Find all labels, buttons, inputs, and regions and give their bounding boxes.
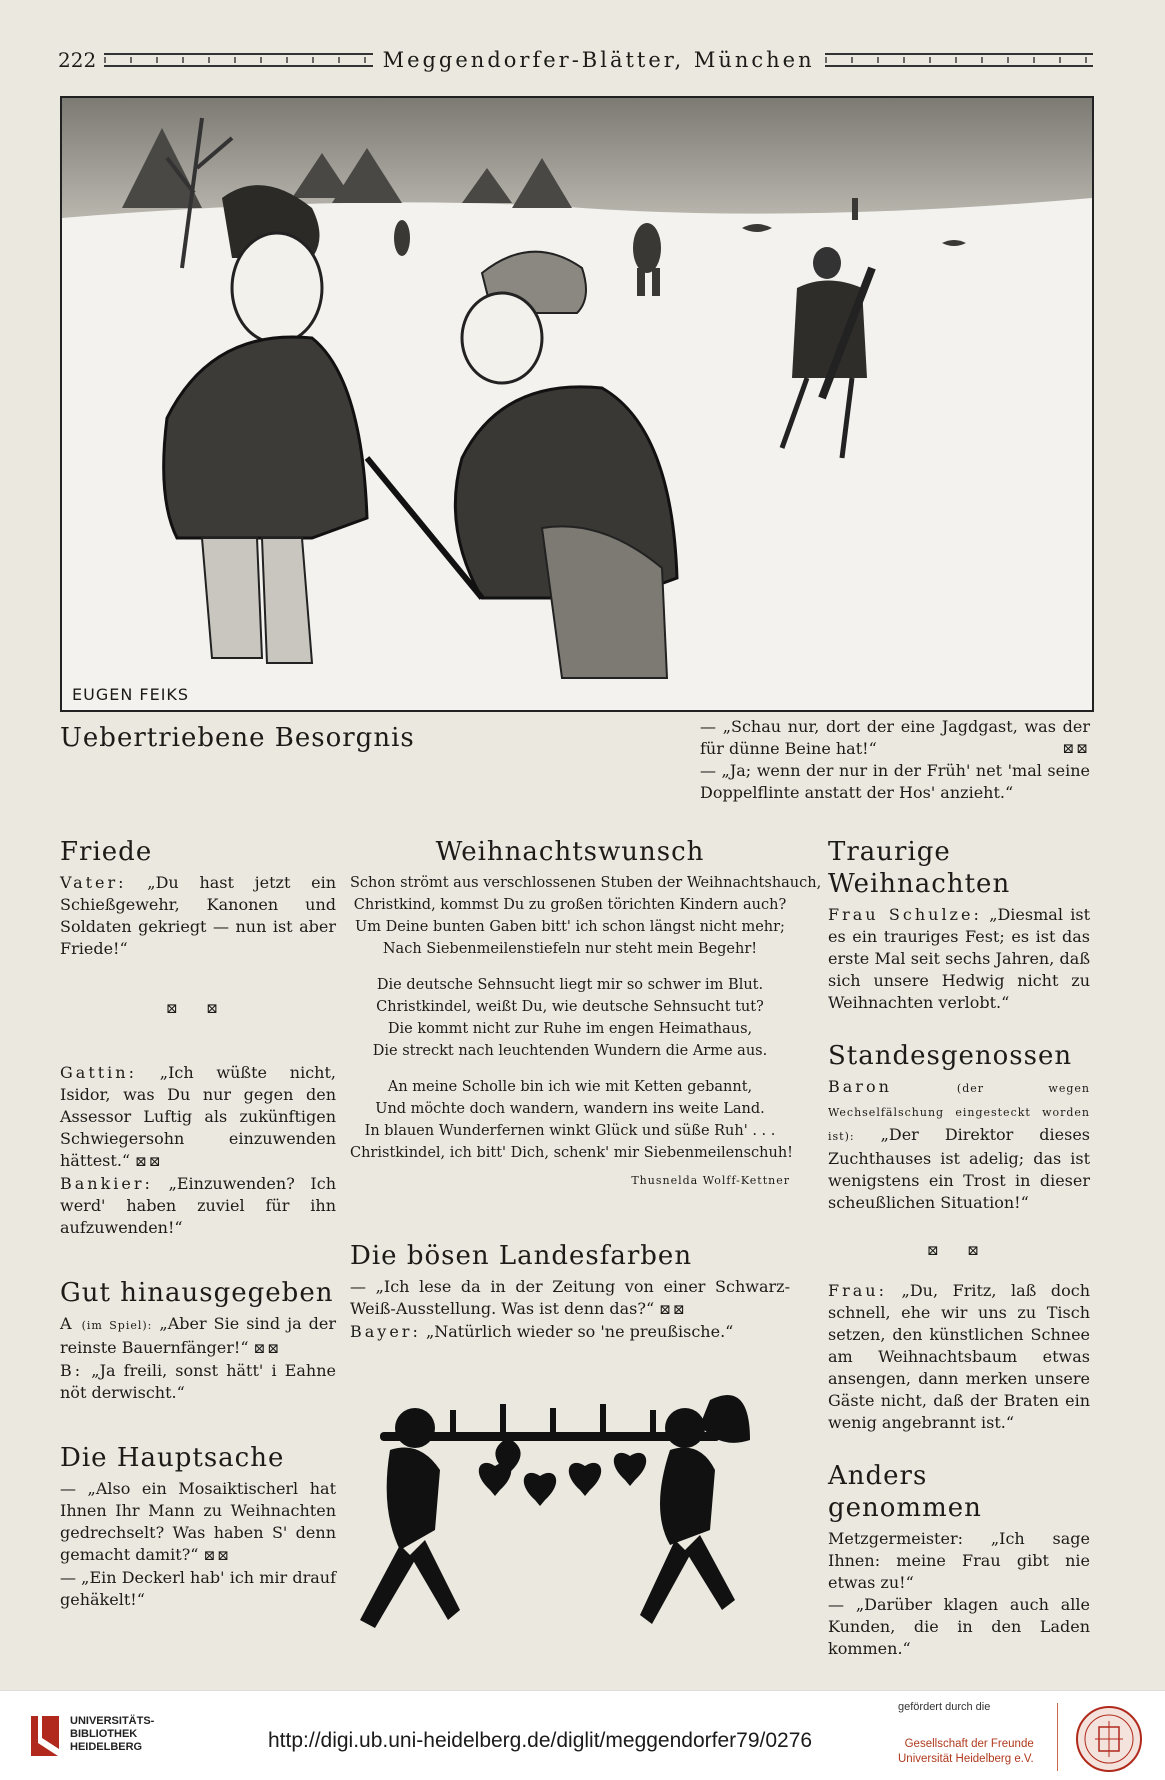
header-ornament-left	[104, 53, 372, 67]
gut-b: B: „Ja freili, sonst hätt' i Eahne nöt derwischt.“	[60, 1361, 336, 1402]
library-logo-icon	[28, 1713, 62, 1759]
column-middle	[350, 836, 822, 1192]
traurige-frau-schulze: Frau Schulze: „Diesmal ist es ein trauriges Fest; es ist das erste Mal seit sechs Jahren, daß sich unsere Hedwig nicht zu Weihnachten verlobt.“	[828, 905, 1091, 1012]
masthead: Meggendorfer-Blätter, München	[382, 48, 815, 72]
hanging-hearts	[479, 1438, 646, 1506]
heading-landesfarben: Die bösen Landesfarben	[350, 1241, 693, 1271]
gut-a: A (im Spiel): „Aber Sie sind ja der reinste Bauernfänger!“ ⊠⊠	[60, 1314, 336, 1357]
anders-line-2: — „Darüber klagen auch alle Kunden, die in den Laden kommen.“	[828, 1595, 1090, 1658]
heading-anders-genommen: Anders genommen	[828, 1461, 982, 1523]
library-name: UNIVERSITÄTS- BIBLIOTHEK HEIDELBERG	[70, 1715, 155, 1753]
illustration-drawing	[62, 98, 1092, 710]
hauptsache-line-2: — „Ein Deckerl hab' ich mir drauf gehäkelt!“	[60, 1568, 336, 1609]
page-header	[58, 46, 1093, 74]
footer-divider	[1057, 1703, 1058, 1771]
poem-stanza-1: Schon strömt aus verschlossenen Stuben der Weihnachtshauch, Christkind, kommst Du zu großen törichten Kindern auch? Um Deine bunten Gaben bitt' ich schon längst nicht mehr; Nach Siebenmeilenstiefeln nur steht mein Begehr!	[350, 875, 822, 957]
support-note: gefördert durch die	[898, 1701, 991, 1713]
standes-frau: Frau: „Du, Fritz, laß doch schnell, ehe wir uns zu Tisch setzen, den künstlichen Schnee am Weihnachtsbaum etwas ansengen, dann merken unsere Gäste nicht, daß der Braten ein wenig angebrannt ist.“	[828, 1281, 1091, 1432]
landesfarben-block	[350, 1240, 790, 1343]
column-right	[828, 836, 1090, 1660]
heading-standesgenossen: Standesgenossen	[828, 1041, 1073, 1071]
heading-weihnachtswunsch: Weihnachtswunsch	[435, 837, 705, 867]
cherubs-silhouette	[340, 1380, 760, 1665]
digitization-footer	[0, 1690, 1165, 1780]
caption-title-block	[60, 722, 460, 754]
caption-line-2: — „Ja; wenn der nur in der Früh' net 'mal seine Doppelflinte anstatt der Hos' anzieht.“	[700, 761, 1090, 802]
landesfarben-line-1: — „Ich lese da in der Zeitung von einer Schwarz-Weiß-Ausstellung. Was ist denn das?“ ⊠⊠	[350, 1277, 790, 1318]
page-number: 222	[58, 48, 97, 72]
winter-hunt-illustration	[60, 96, 1094, 712]
caption-line-1: — „Schau nur, dort der eine Jagdgast, was der für dünne Beine hat!“ ⊠⊠	[700, 717, 1090, 758]
heading-hauptsache: Die Hauptsache	[60, 1443, 285, 1473]
heading-friede: Friede	[60, 837, 153, 867]
university-seal-icon	[1075, 1705, 1143, 1773]
anders-metzgermeister: Metzgermeister: „Ich sage Ihnen: meine Frau gibt nie etwas zu!“	[828, 1529, 1090, 1592]
cherub-right	[640, 1395, 750, 1624]
friede-vater: Vater: „Du hast jetzt ein Schießgewehr, Kanonen und Soldaten gekriegt — nun ist aber Friede!“	[60, 873, 336, 958]
standes-baron: Baron (der wegen Wechselfälschung eingesteckt worden ist): „Der Direktor dieses Zuchthauses ist adelig; das ist wenigstens ein Trost in dieser scheußlichen Situation!“	[828, 1077, 1090, 1212]
separator-mark: ⊠ ⊠	[166, 1001, 230, 1017]
digital-library-link[interactable]: http://digi.ub.uni-heidelberg.de/diglit/meggendorfer79/0276	[268, 1729, 813, 1752]
winter-sky	[62, 98, 1092, 218]
artist-signature: EUGEN FEIKS	[72, 685, 190, 704]
friede-bankier: Bankier: „Einzuwenden? Ich werd' haben zuviel für ihn aufzuwenden!“	[60, 1174, 336, 1237]
poem-stanza-2: Die deutsche Sehnsucht liegt mir so schwer im Blut. Christkindel, weißt Du, wie deutsche Sehnsucht tut? Die kommt nicht zur Ruhe im engen Heimathaus, Die streckt nach leuchtenden Wundern die Arme aus.	[372, 977, 768, 1059]
heading-gut-hinausgegeben: Gut hinausgegeben	[60, 1278, 334, 1308]
society-name: Gesellschaft der Freunde Universität Heidelberg e.V.	[898, 1738, 1034, 1765]
caption-dialogue	[700, 716, 1090, 804]
heading-traurige-weihnachten: Traurige Weihnachten	[828, 837, 1011, 899]
column-left	[60, 836, 336, 1611]
poem-author: Thusnelda Wolff-Kettner	[631, 1174, 790, 1187]
friede-gattin: Gattin: „Ich wüßte nicht, Isidor, was Du nur gegen den Assessor Luftig als zukünftigen Schwiegersohn einzuwenden hättest.“ ⊠⊠	[60, 1063, 336, 1170]
caption-title: Uebertriebene Besorgnis	[60, 723, 415, 753]
hauptsache-line-1: — „Also ein Mosaiktischerl hat Ihnen Ihr Mann zu Weihnachten gedrechselt? Was haben S' denn gemacht damit?“ ⊠⊠	[60, 1479, 336, 1564]
landesfarben-bayer: Bayer: „Natürlich wieder so 'ne preußische.“	[350, 1322, 734, 1341]
header-ornament-right	[825, 53, 1093, 67]
separator-mark-right: ⊠ ⊠	[927, 1243, 991, 1259]
poem-stanza-3: An meine Scholle bin ich wie mit Ketten gebannt, Und möchte doch wandern, wandern ins weite Land. In blauen Wunderfernen winkt Glück und süße Ruh' . . . Christkindel, ich bitt' Dich, schenk' mir Siebenmeilenschuh!	[350, 1079, 793, 1161]
candles	[450, 1404, 656, 1432]
